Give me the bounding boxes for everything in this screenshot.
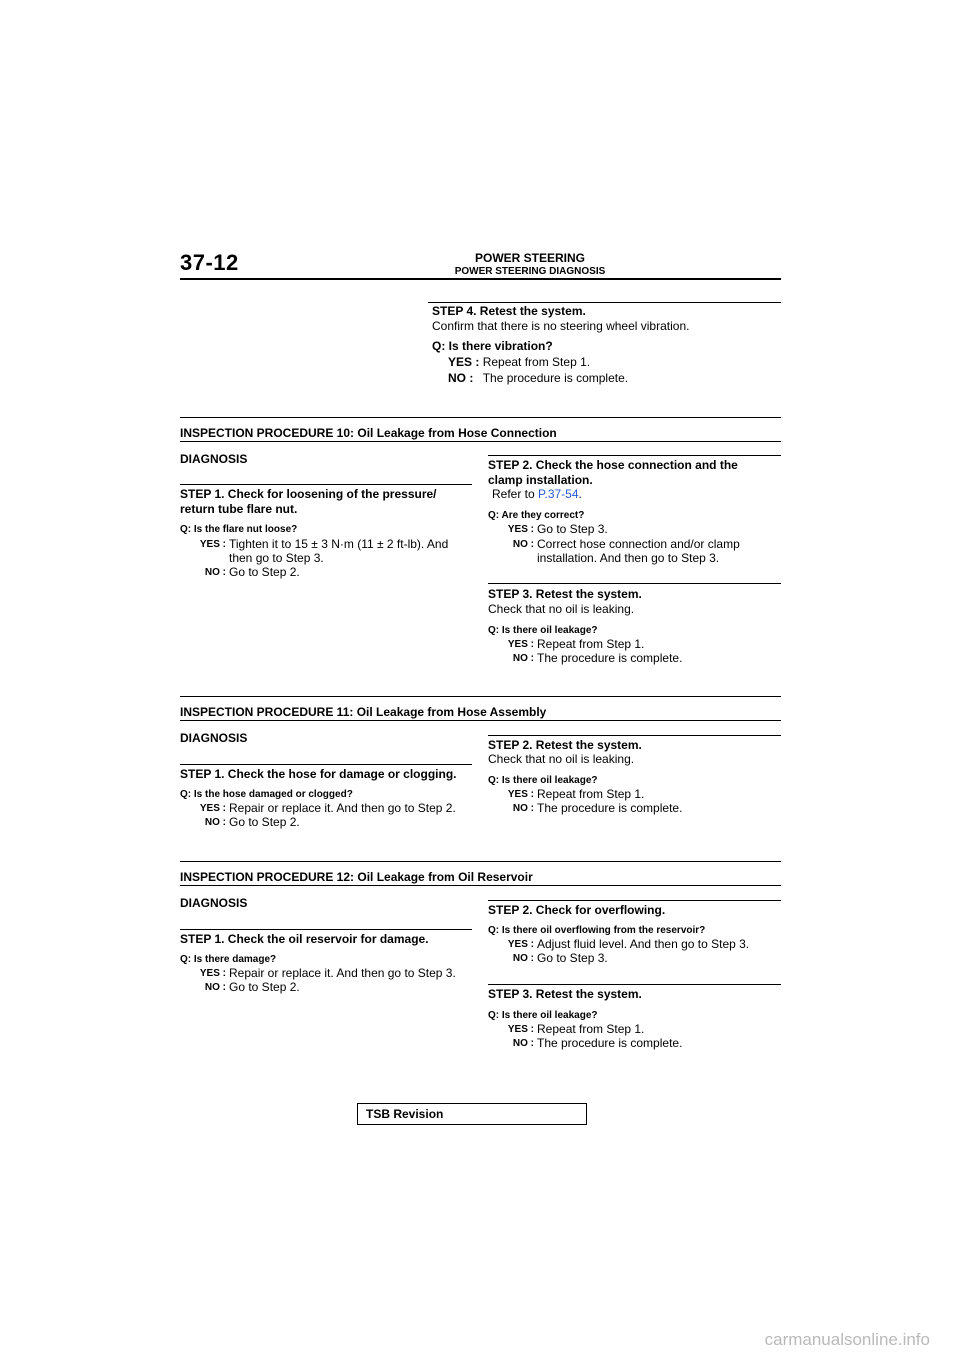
yes-text: Go to Step 3. bbox=[537, 522, 608, 536]
no-label: NO : bbox=[204, 982, 226, 993]
step-question: Q: Is there vibration? bbox=[432, 339, 553, 353]
yes-label: YES : bbox=[507, 789, 534, 800]
step-divider bbox=[180, 929, 472, 930]
diagnosis-label: DIAGNOSIS bbox=[180, 731, 248, 745]
refer-line bbox=[492, 487, 582, 502]
tsb-revision-box bbox=[357, 1103, 587, 1125]
step-question: Q: Is the flare nut loose? bbox=[180, 524, 298, 535]
yes-label: YES : bbox=[199, 539, 226, 550]
step-question: Q: Is there oil overflowing from the reservoir? bbox=[488, 925, 706, 936]
yes-label: YES : bbox=[448, 355, 480, 369]
yes-text: Repeat from Step 1. bbox=[482, 355, 591, 369]
step-divider bbox=[488, 455, 781, 456]
step-title: STEP 2. Retest the system. bbox=[488, 738, 642, 752]
refer-link[interactable]: P.37-54 bbox=[538, 487, 579, 501]
yes-text: Repair or replace it. And then go to Step 2. bbox=[229, 801, 456, 815]
subsection-title: POWER STEERING DIAGNOSIS bbox=[454, 266, 606, 277]
watermark: carmanualsonline.info bbox=[764, 1330, 930, 1349]
yes-text: Adjust fluid level. And then go to Step 3. bbox=[537, 937, 750, 951]
step-question: Q: Is there oil leakage? bbox=[488, 1010, 598, 1021]
diagnosis-label: DIAGNOSIS bbox=[180, 452, 248, 466]
no-text: Go to Step 2. bbox=[229, 815, 300, 829]
step-question: Q: Is there oil leakage? bbox=[488, 775, 598, 786]
header-rule bbox=[180, 278, 781, 280]
yes-text: Repeat from Step 1. bbox=[537, 787, 645, 801]
procedure-title: INSPECTION PROCEDURE 10: Oil Leakage from Hose Connection bbox=[180, 426, 557, 440]
no-label: NO : bbox=[512, 1038, 534, 1049]
step-divider bbox=[488, 735, 781, 736]
yes-label: YES : bbox=[199, 968, 226, 979]
no-text: The procedure is complete. bbox=[537, 1036, 683, 1050]
procedure-rule-top bbox=[180, 861, 781, 862]
no-label: NO : bbox=[512, 653, 534, 664]
yes-label: YES : bbox=[199, 803, 226, 814]
yes-text: Repeat from Step 1. bbox=[537, 1022, 645, 1036]
step-title: STEP 1. Check the oil reservoir for damage. bbox=[180, 932, 429, 946]
answer-yes bbox=[199, 537, 449, 551]
no-text: Go to Step 2. bbox=[229, 565, 300, 579]
tsb-revision-label: TSB Revision bbox=[366, 1107, 444, 1121]
step-title-cont: clamp installation. bbox=[488, 473, 593, 487]
answer-no bbox=[512, 1036, 683, 1050]
answer-no-cont bbox=[537, 551, 719, 565]
step-question: Q: Is there damage? bbox=[180, 954, 277, 965]
yes-text: Repair or replace it. And then go to Step 3. bbox=[229, 966, 456, 980]
procedure-rule-bottom bbox=[180, 720, 781, 721]
no-label: NO : bbox=[448, 371, 474, 385]
no-text: The procedure is complete. bbox=[537, 801, 683, 815]
yes-label: YES : bbox=[507, 639, 534, 650]
section-title: POWER STEERING bbox=[474, 251, 585, 265]
step-divider bbox=[488, 583, 781, 584]
diagnosis-label: DIAGNOSIS bbox=[180, 896, 248, 910]
answer-no bbox=[204, 980, 300, 994]
step-instruction: Check that no oil is leaking. bbox=[488, 602, 635, 616]
answer-no bbox=[204, 815, 300, 829]
answer-yes bbox=[507, 787, 645, 801]
step-title-cont: return tube flare nut. bbox=[180, 502, 298, 516]
step-instruction: Check that no oil is leaking. bbox=[488, 752, 635, 766]
refer-suffix: . bbox=[578, 487, 582, 501]
no-text: Correct hose connection and/or clamp bbox=[537, 537, 740, 551]
page-number: 37-12 bbox=[180, 250, 239, 275]
procedure-title: INSPECTION PROCEDURE 12: Oil Leakage from Oil Reservoir bbox=[180, 870, 533, 884]
step-title: STEP 1. Check for loosening of the pressure/ bbox=[180, 487, 437, 501]
step-question: Q: Is the hose damaged or clogged? bbox=[180, 789, 353, 800]
step-divider bbox=[180, 484, 472, 485]
procedure-title: INSPECTION PROCEDURE 11: Oil Leakage from Hose Assembly bbox=[180, 705, 547, 719]
no-text: The procedure is complete. bbox=[537, 651, 683, 665]
procedure-rule-top bbox=[180, 417, 781, 418]
step-question: Q: Is there oil leakage? bbox=[488, 625, 598, 636]
no-text: Go to Step 2. bbox=[229, 980, 300, 994]
refer-prefix: Refer to bbox=[492, 487, 535, 501]
answer-yes bbox=[507, 637, 645, 651]
answer-no bbox=[204, 565, 300, 579]
step-title: STEP 2. Check for overflowing. bbox=[488, 903, 666, 917]
step-question: Q: Are they correct? bbox=[488, 510, 585, 521]
yes-text-cont: then go to Step 3. bbox=[229, 551, 324, 565]
no-label: NO : bbox=[512, 803, 534, 814]
step-divider bbox=[488, 984, 781, 985]
answer-no bbox=[512, 951, 608, 965]
procedure-rule-bottom bbox=[180, 885, 781, 886]
step-title: STEP 1. Check the hose for damage or clogging. bbox=[180, 767, 457, 781]
no-label: NO : bbox=[512, 953, 534, 964]
step-divider bbox=[428, 302, 781, 303]
yes-text: Repeat from Step 1. bbox=[537, 637, 645, 651]
answer-yes-cont bbox=[229, 551, 324, 565]
yes-label: YES : bbox=[507, 939, 534, 950]
step-instruction: Confirm that there is no steering wheel vibration. bbox=[432, 319, 690, 333]
no-text: The procedure is complete. bbox=[482, 371, 629, 385]
answer-yes bbox=[199, 966, 456, 980]
step-title: STEP 2. Check the hose connection and the bbox=[488, 458, 738, 472]
step-divider bbox=[488, 900, 781, 901]
answer-yes bbox=[507, 937, 750, 951]
answer-yes bbox=[448, 355, 590, 369]
yes-label: YES : bbox=[507, 1024, 534, 1035]
no-label: NO : bbox=[512, 539, 534, 550]
step-title: STEP 3. Retest the system. bbox=[488, 987, 642, 1001]
answer-yes bbox=[199, 801, 456, 815]
answer-no bbox=[448, 371, 628, 385]
no-label: NO : bbox=[204, 817, 226, 828]
step-divider bbox=[180, 764, 472, 765]
procedure-rule-bottom bbox=[180, 441, 781, 442]
step-title: STEP 4. Retest the system. bbox=[432, 304, 586, 318]
no-text-cont: installation. And then go to Step 3. bbox=[537, 551, 720, 565]
answer-yes bbox=[507, 522, 608, 536]
procedure-rule-top bbox=[180, 696, 781, 697]
no-text: Go to Step 3. bbox=[537, 951, 608, 965]
answer-no bbox=[512, 801, 683, 815]
yes-text: Tighten it to 15 ± 3 N·m (11 ± 2 ft-lb). And bbox=[229, 537, 449, 551]
step-title: STEP 3. Retest the system. bbox=[488, 587, 642, 601]
answer-no bbox=[512, 651, 683, 665]
yes-label: YES : bbox=[507, 524, 534, 535]
answer-no bbox=[512, 537, 740, 551]
no-label: NO : bbox=[204, 567, 226, 578]
answer-yes bbox=[507, 1022, 645, 1036]
